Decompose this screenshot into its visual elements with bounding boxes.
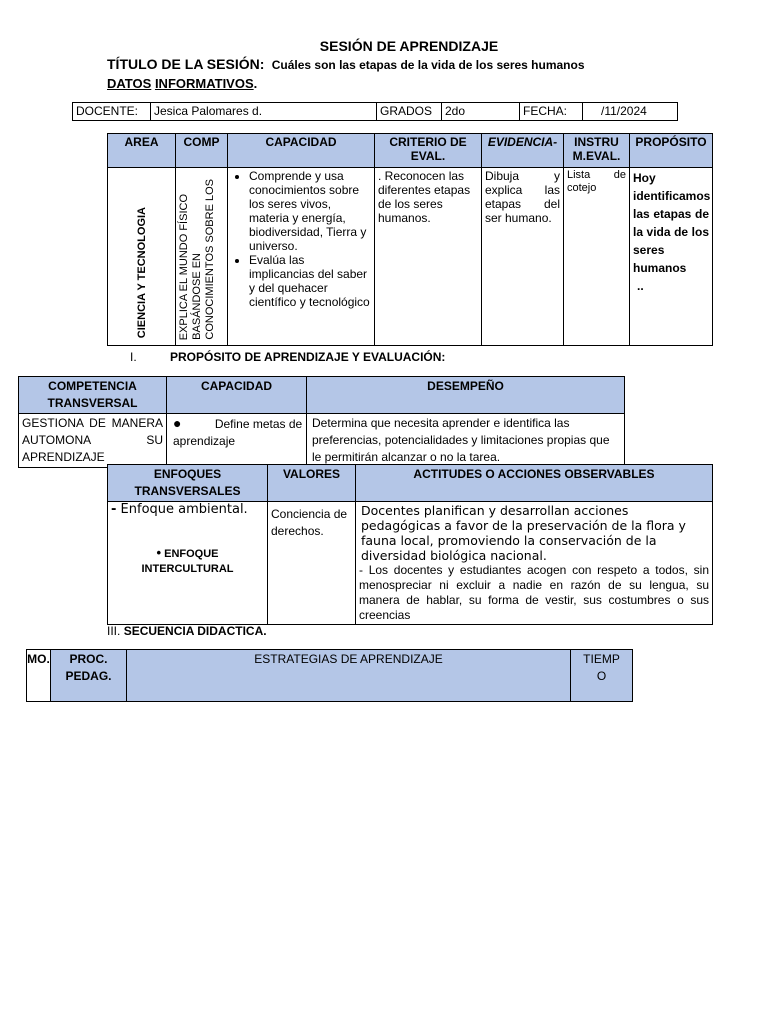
header-enfoques: ENFOQUES TRANSVERSALES <box>108 465 268 502</box>
desempeno-cell: Determina que necesita aprender e identifica las preferencias, potencialidades y limitaciones propias que le permitirán alcanzar o no la tarea. <box>307 414 625 468</box>
session-title <box>107 56 585 72</box>
capacidad-2-value: Define metas de aprendizaje <box>173 417 303 448</box>
proposito-end: .. <box>637 279 644 293</box>
enfoques-cell <box>108 502 268 625</box>
evidencia-cell: Dibuja y explica las etapas del ser humano. <box>482 168 564 346</box>
grados-label: GRADOS <box>377 103 442 121</box>
section-1-colon: : <box>441 350 446 364</box>
fecha-label: FECHA: <box>520 103 583 121</box>
section-1-number: I. <box>130 350 137 364</box>
header-capacidad: CAPACIDAD <box>228 134 375 168</box>
fecha-value: /11/2024 <box>583 103 678 121</box>
actitud-2: - Los docentes y estudiantes acogen con respeto a todos, sin menospreciar ni excluir a nadie en razón de su lengua, su manera de hablar, su forma de vestir, sus costumbres o sus creencias <box>359 563 709 622</box>
competencia-cell: GESTIONA DE MANERA AUTOMONA SU APRENDIZAJE <box>19 414 167 468</box>
header-tiempo: TIEMPO <box>571 650 633 702</box>
header-mo: MO. <box>27 650 51 702</box>
bullet-icon: • <box>156 545 162 560</box>
header-proc: PROC. PEDAG. <box>51 650 127 702</box>
info-table <box>72 102 678 121</box>
enfoque-1-value: Enfoque ambiental. <box>120 502 248 517</box>
enfoques-table <box>107 464 713 625</box>
capacidad-2-cell <box>167 414 307 468</box>
area-cell <box>108 168 176 346</box>
capacidad-cell <box>228 168 375 346</box>
header-comp: COMP <box>176 134 228 168</box>
datos-informativos <box>107 76 257 91</box>
capacidad-item: • Evalúa las implicancias del saber y del quehacer científico y tecnológico <box>249 253 371 309</box>
datos-end: . <box>253 76 258 91</box>
competencias-table <box>107 133 713 346</box>
actitudes-cell <box>356 502 713 625</box>
header-evidencia: EVIDENCIA- <box>482 134 564 168</box>
session-title-label: TÍTULO DE LA SESIÓN: <box>107 56 265 72</box>
enfoque-1-prefix: - <box>111 502 117 517</box>
criterio-cell: . Reconocen las diferentes etapas de los seres humanos. <box>375 168 482 346</box>
section-3-number: III. <box>107 624 121 638</box>
grados-value: 2do <box>442 103 520 121</box>
header-area: AREA <box>108 134 176 168</box>
header-competencia: COMPETENCIA TRANSVERSAL <box>19 377 167 414</box>
section-3-heading <box>107 624 267 638</box>
docente-label: DOCENTE: <box>73 103 151 121</box>
informativos-label: INFORMATIVOS <box>154 76 254 91</box>
actitud-1: Docentes planifican y desarrollan acciones pedagógicas a favor de la preservación de la flora y fauna local, promoviendo la conservación de la diversidad biológica nacional. <box>361 503 686 563</box>
session-title-value: Cuáles son las etapas de la vida de los seres humanos <box>271 58 585 72</box>
header-criterio: CRITERIO DE EVAL. <box>375 134 482 168</box>
comp-cell <box>176 168 228 346</box>
proposito-table <box>18 376 625 468</box>
valores-cell: Conciencia de derechos. <box>268 502 356 625</box>
secuencia-table <box>26 649 633 702</box>
instru-cell: Lista de cotejo <box>564 168 630 346</box>
comp-line3: CONOCIMIENTOS SOBRE LOS <box>204 179 216 340</box>
header-actitudes: ACTITUDES O ACCIONES OBSERVABLES <box>356 465 713 502</box>
area-value: CIENCIA Y TECNOLOGIA <box>135 206 148 338</box>
page-title: SESIÓN DE APRENDIZAJE <box>319 38 499 54</box>
section-1-title: PROPÓSITO DE APRENDIZAJE Y EVALUACIÓN <box>170 350 442 364</box>
header-proposito: PROPÓSITO <box>630 134 713 168</box>
header-capacidad-2: CAPACIDAD <box>167 377 307 414</box>
section-1-heading <box>130 350 445 364</box>
enfoque-intercultural <box>111 545 264 577</box>
proposito-cell <box>630 168 713 346</box>
header-desempeno: DESEMPEÑO <box>307 377 625 414</box>
docente-value: Jesica Palomares d. <box>151 103 377 121</box>
header-estrategias: ESTRATEGIAS DE APRENDIZAJE <box>127 650 571 702</box>
header-valores: VALORES <box>268 465 356 502</box>
header-instru: INSTRU M.EVAL. <box>564 134 630 168</box>
section-3-title: SECUENCIA DIDACTICA. <box>123 624 267 638</box>
comp-line1: EXPLICA EL MUNDO FÍSICO <box>178 193 190 340</box>
comp-line2: BASÁNDOSE EN <box>191 253 203 340</box>
bullet-icon: ● <box>173 415 182 431</box>
datos-label: DATOS <box>107 76 152 91</box>
proposito-value: Hoy identificamos las etapas de la vida de los seres humanos <box>633 171 711 275</box>
enfoque-2-value: ENFOQUE INTERCULTURAL <box>141 548 234 575</box>
capacidad-item: • Comprende y usa conocimientos sobre los seres vivos, materia y energía, biodiversidad, Tierra y universo. <box>249 169 371 253</box>
enfoque-ambiental <box>111 503 264 517</box>
